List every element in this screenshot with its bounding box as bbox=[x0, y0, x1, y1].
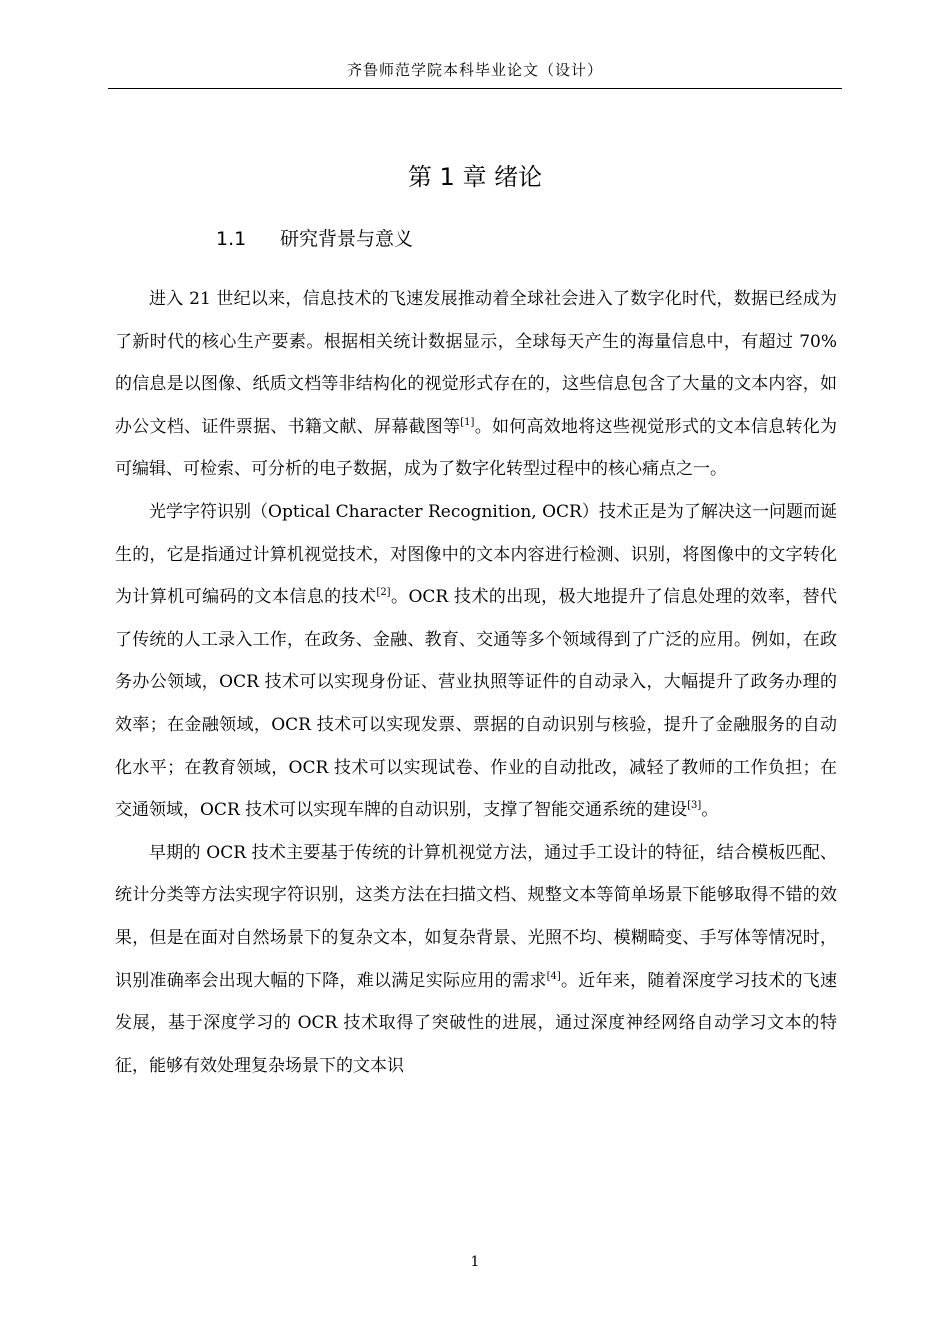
body-text bbox=[115, 278, 837, 1087]
section-number: 1.1 bbox=[216, 228, 247, 250]
paragraph-text: 。近年来，随着深度学习技术的飞速发展，基于深度学习的 OCR 技术取得了突破性的进展，通过深度神经网络自动学习文本的特征，能够有效处理复杂场景下的文本识 bbox=[115, 970, 838, 1076]
paragraph-text: 。OCR 技术的出现，极大地提升了信息处理的效率，替代了传统的人工录入工作，在政务、金融、教育、交通等多个领域得到了广泛的应用。例如，在政务办公领域，OCR 技术可以实现身份证、营业执照等证件的自动录入，大幅提升了政务办理的效率；在金融领域，OCR 技术可以实现发票、票据的自动识别与核验，提升了金融服务的自动化水平；在教育领域，OCR 技术可以实现试卷、作业的自动批改，减轻了教师的工作负担；在交通领域，OCR 技术可以实现车牌的自动识别，支撑了智能交通系统的建设 bbox=[115, 587, 838, 821]
paragraph-text: 。如何高效地将这些视觉形式的文本信息转化为可编辑、可检索、可分析的电子数据，成为了数字化转型过程中的核心痛点之一。 bbox=[115, 416, 837, 480]
page-number: 1 bbox=[470, 1254, 480, 1270]
paragraph-1 bbox=[115, 278, 837, 491]
paragraph-text: 进入 21 世纪以来，信息技术的飞速发展推动着全球社会进入了数字化时代，数据已经成为了新时代的核心生产要素。根据相关统计数据显示，全球每天产生的海量信息中，有超过 70%的信息是以图像、纸质文档等非结构化的视觉形式存在的，这些信息包含了大量的文本内容，如办公文档、证件票据、书籍文献、屏幕截图等 bbox=[115, 289, 837, 437]
paragraph-2 bbox=[115, 491, 837, 832]
citation-ref: [3] bbox=[687, 800, 702, 812]
paragraph-3 bbox=[115, 832, 837, 1088]
paragraph-text: 。 bbox=[701, 800, 719, 821]
paragraph-text: 早期的 OCR 技术主要基于传统的计算机视觉方法，通过手工设计的特征，结合模板匹配、统计分类等方法实现字符识别，这类方法在扫描文档、规整文本等简单场景下能够取得不错的效果，但是在面对自然场景下的复杂文本，如复杂背景、光照不均、模糊畸变、手写体等情况时，识别准确率会出现大幅的下降，难以满足实际应用的需求 bbox=[115, 842, 837, 991]
section-title: 研究背景与意义 bbox=[280, 228, 414, 250]
paragraph-text: 光学字符识别（Optical Character Recognition, OCR）技术正是为了解决这一问题而诞生的，它是指通过计算机视觉技术，对图像中的文本内容进行检测、识别，将图像中的文字转化为计算机可编码的文本信息的技术 bbox=[115, 501, 837, 608]
citation-ref: [2] bbox=[376, 587, 391, 599]
running-header: 齐鲁师范学院本科毕业论文（设计） bbox=[346, 61, 603, 79]
header-rule bbox=[108, 88, 842, 89]
citation-ref: [4] bbox=[546, 970, 561, 982]
chapter-title: 第 1 章 绪论 bbox=[407, 163, 543, 191]
section-heading bbox=[216, 224, 413, 254]
citation-ref: [1] bbox=[460, 416, 475, 428]
